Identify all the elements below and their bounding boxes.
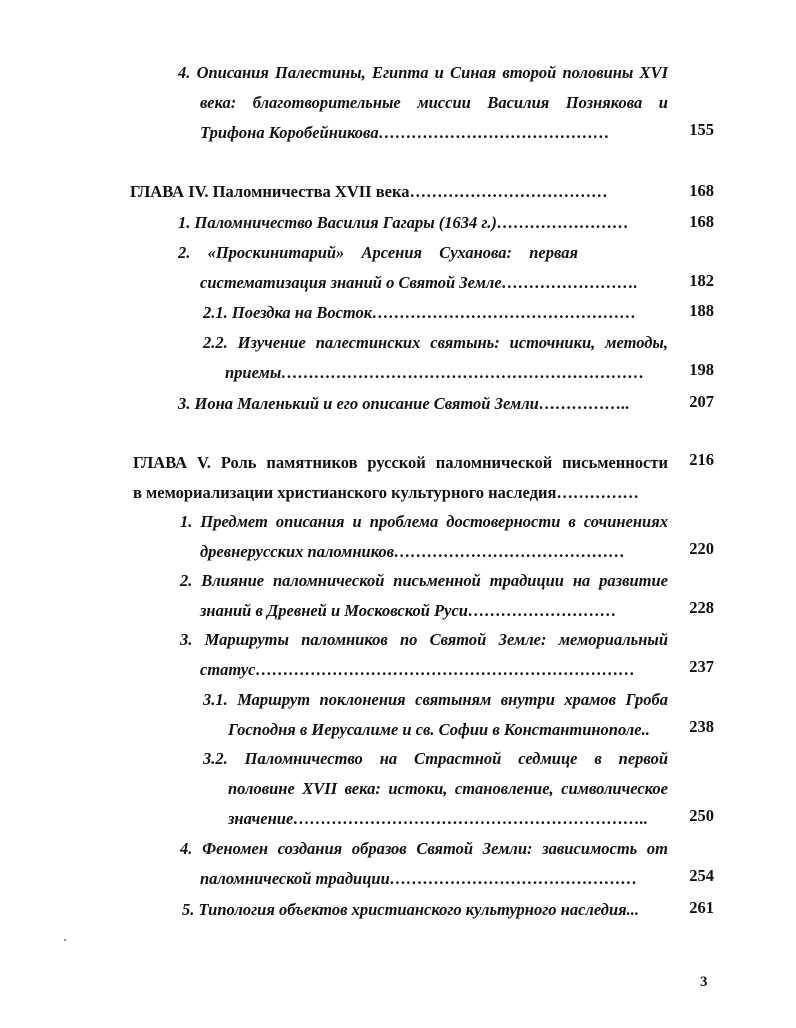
toc-page-number: 155	[689, 120, 714, 139]
toc-page-number: 238	[689, 717, 714, 736]
toc-entry-text: паломнической традиции………………………………………	[200, 869, 638, 888]
chapter-heading: в мемориализации христианского культурного наследия……………	[133, 483, 639, 502]
chapter-heading: ГЛАВА V. Роль памятников русской паломнической письменности	[133, 453, 668, 472]
toc-page-number: 198	[689, 360, 714, 379]
toc-entry-text: знаний в Древней и Московской Руси………………………	[200, 601, 617, 620]
toc-page-number: 228	[689, 598, 714, 617]
toc-entry-text: 3. Иона Маленький и его описание Святой Земли……………..	[178, 394, 630, 413]
toc-page-number: 250	[689, 806, 714, 825]
toc-entry-text: древнерусских паломников……………………………………	[200, 542, 626, 561]
toc-entry-text: приемы…………………………………………………………	[225, 363, 645, 382]
toc-page-number: 237	[689, 657, 714, 676]
toc-page-number: 168	[689, 212, 714, 231]
toc-page-number: 168	[689, 181, 714, 200]
toc-page-number: 261	[689, 898, 714, 917]
toc-entry-text: Господня в Иерусалиме и св. Софии в Константинополе..	[228, 720, 650, 739]
toc-entry-text: 3.1. Маршрут поклонения святыням внутри храмов Гроба	[203, 690, 668, 709]
toc-entry-text: 2.2. Изучение палестинских святынь: источники, методы,	[203, 333, 668, 352]
toc-entry-text: 1. Паломничество Василия Гагары (1634 г.)……………………	[178, 213, 629, 232]
toc-entry-text: статус……………………………………………………………	[200, 660, 635, 679]
page-number: 3	[700, 974, 708, 990]
toc-entry-text: 1. Предмет описания и проблема достоверности в сочинениях	[180, 512, 668, 531]
toc-entry-text: 2. Влияние паломнической письменной традиции на развитие	[180, 571, 668, 590]
toc-page-number: 188	[689, 301, 714, 320]
toc-page-number: 254	[689, 866, 714, 885]
toc-entry-text: Трифона Коробейникова……………………………………	[200, 123, 610, 142]
toc-entry-text: 2.1. Поездка на Восток…………………………………………	[203, 303, 637, 322]
toc-entry-text: половине XVII века: истоки, становление, символическое	[228, 779, 668, 798]
toc-entry-text: 5. Типология объектов христианского культурного наследия...	[182, 900, 640, 919]
toc-page-number: 182	[689, 271, 714, 290]
toc-entry-text: 2. «Проскинитарий» Арсения Суханова: первая	[178, 243, 578, 262]
toc-page-number: 216	[689, 450, 714, 469]
toc-page-number: 220	[689, 539, 714, 558]
toc-entry-text: 3. Маршруты паломников по Святой Земле: мемориальный	[180, 630, 668, 649]
chapter-heading: ГЛАВА IV. Паломничества XVII века………………………………	[130, 182, 608, 201]
toc-entry-text: значение………………………………………………………..	[228, 809, 649, 828]
toc-page-number: 207	[689, 392, 714, 411]
toc-entry-text: 3.2. Паломничество на Страстной седмице в первой	[203, 749, 668, 768]
toc-entry-text: 4. Феномен создания образов Святой Земли: зависимость от	[180, 839, 668, 858]
toc-entry-text: века: благотворительные миссии Василия Познякова и	[200, 93, 668, 112]
toc-entry-text: систематизация знаний о Святой Земле…………………….	[200, 273, 638, 292]
toc-entry-text: 4. Описания Палестины, Египта и Синая второй половины XVI	[178, 63, 668, 82]
scan-speck	[64, 939, 66, 941]
